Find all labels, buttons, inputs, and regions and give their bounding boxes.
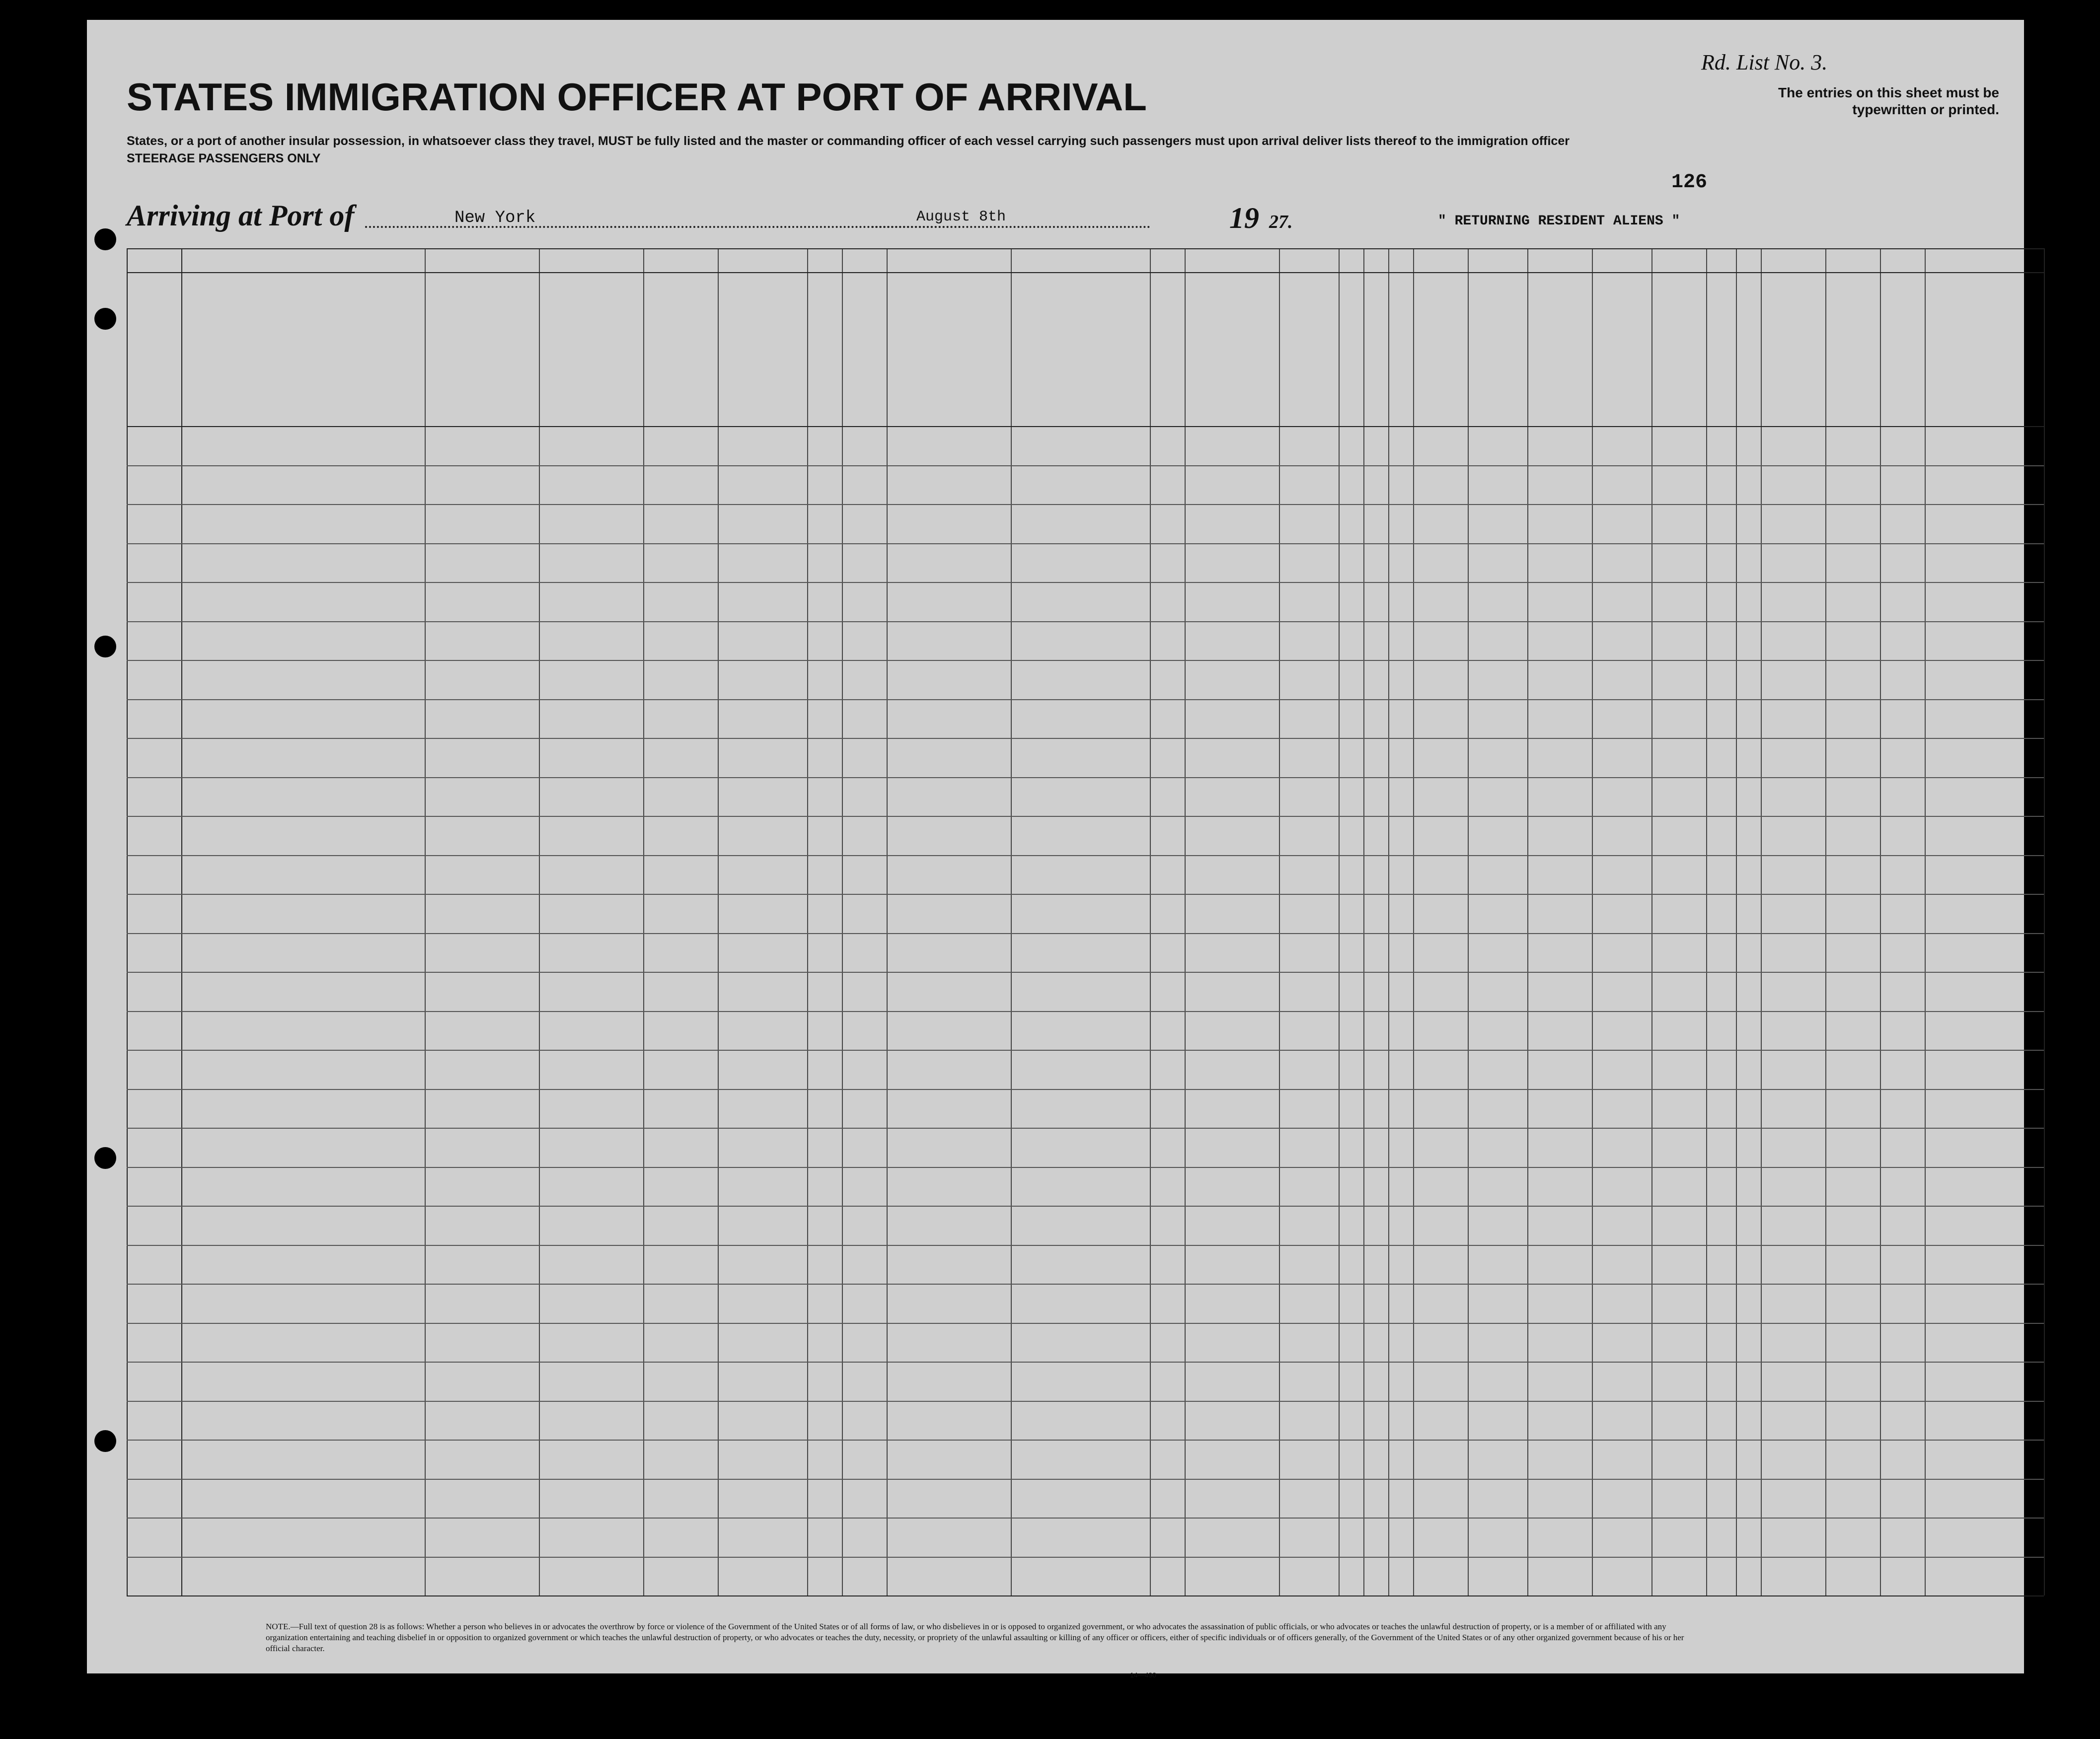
manifest-sheet	[87, 20, 2024, 1679]
column-rule	[1339, 248, 1340, 1595]
port-value: New York	[454, 209, 536, 227]
column-rule	[1880, 248, 1881, 1595]
returning-resident-label: " RETURNING RESIDENT ALIENS "	[1438, 214, 1680, 229]
row-rule	[127, 582, 2044, 583]
sheet-number: 126	[1671, 171, 1708, 194]
punch-hole	[94, 1147, 116, 1169]
intro-text: States, or a port of another insular possession, in whatsoever class they travel, MUST be fully listed and the master or commanding officer of each vessel carrying such passengers must upon arrival deliver lists thereof to the immigration officer	[127, 134, 1570, 148]
row-rule	[127, 543, 2044, 544]
column-rule	[1388, 248, 1389, 1595]
column-rule	[127, 248, 128, 1595]
column-rule	[842, 248, 843, 1595]
list-number: Rd. List No. 3.	[1701, 50, 1828, 74]
row-rule	[127, 1050, 2044, 1051]
column-rule	[1706, 248, 1707, 1595]
column-rule	[1363, 248, 1364, 1595]
column-rule	[718, 248, 719, 1595]
row-rule	[127, 426, 2044, 427]
row-rule	[127, 1479, 2044, 1480]
row-rule	[127, 855, 2044, 856]
punch-hole	[94, 1430, 116, 1452]
row-rule	[127, 894, 2044, 895]
row-rule	[127, 1167, 2044, 1168]
column-rule	[1150, 248, 1151, 1595]
row-rule	[127, 1518, 2044, 1519]
column-rule	[1011, 248, 1012, 1595]
row-rule	[127, 738, 2044, 739]
row-rule	[127, 972, 2044, 973]
row-rule	[127, 933, 2044, 934]
row-rule	[127, 1206, 2044, 1207]
row-rule	[127, 777, 2044, 778]
row-rule	[127, 1323, 2044, 1324]
column-rule	[1592, 248, 1593, 1595]
row-rule	[127, 1128, 2044, 1129]
row-rule	[127, 660, 2044, 661]
column-rule	[1413, 248, 1414, 1595]
punch-hole	[94, 228, 116, 250]
row-rule	[127, 1011, 2044, 1012]
footnote: NOTE.—Full text of question 28 is as follows: Whether a person who believes in or advocates the overthrow by force or violence of the Government of the United States or of all forms of law, or who disbelieves in or is opposed to organized government, or who advocates the assassination of public officials, or who advocates or teaches the unlawful destruction of property, or is a member of or affiliated with any organization entertaining and teaching disbelief in or opposition to organized government or which teaches the unlawful destruction of property, or who advocates or teaches the duty, necessity, or propriety of the unlawful assaulting or killing of any officer or officers, either of specific individuals or of officers generally, of the Government of the United States or of any other organized government because of his or her official character.	[266, 1622, 1684, 1653]
column-rule	[1527, 248, 1528, 1595]
year-prefix: 19	[1229, 202, 1259, 234]
column-rule	[1825, 248, 1826, 1595]
row-rule	[127, 1401, 2044, 1402]
row-rule	[127, 1440, 2044, 1441]
column-rule	[1761, 248, 1762, 1595]
port-label: Arriving at Port of	[127, 199, 355, 232]
row-rule	[127, 1362, 2044, 1363]
row-rule	[127, 1245, 2044, 1246]
column-rule	[887, 248, 888, 1595]
manifest-table	[127, 248, 2044, 1609]
column-rule	[181, 248, 182, 1595]
column-rule	[1468, 248, 1469, 1595]
column-rule	[1651, 248, 1652, 1595]
punch-hole	[94, 636, 116, 657]
row-rule	[127, 816, 2044, 817]
row-rule	[127, 1595, 2044, 1596]
form-number: 14—490	[1130, 1671, 1156, 1679]
row-rule	[127, 248, 2044, 249]
row-rule	[127, 621, 2044, 622]
date-underline	[872, 226, 1150, 228]
row-rule	[127, 504, 2044, 505]
arrival-date: August 8th	[916, 209, 1006, 225]
row-rule	[127, 465, 2044, 466]
column-rule	[1279, 248, 1280, 1595]
row-rule	[127, 699, 2044, 700]
year-suffix: 27.	[1269, 212, 1293, 232]
row-rule	[127, 272, 2044, 273]
column-rule	[1925, 248, 1926, 1595]
page-title: STATES IMMIGRATION OFFICER AT PORT OF ARRIVAL	[127, 75, 1147, 119]
row-rule	[127, 1557, 2044, 1558]
punch-hole	[94, 308, 116, 330]
column-rule	[1736, 248, 1737, 1595]
row-rule	[127, 1089, 2044, 1090]
typewritten-note: The entries on this sheet must be typewritten or printed.	[1778, 85, 1999, 117]
row-rule	[127, 1284, 2044, 1285]
column-rule	[643, 248, 644, 1595]
column-rule	[2044, 248, 2045, 1595]
column-rule	[539, 248, 540, 1595]
column-rule	[425, 248, 426, 1595]
column-rule	[1185, 248, 1186, 1595]
steerage-label: STEERAGE PASSENGERS ONLY	[127, 151, 321, 165]
column-rule	[807, 248, 808, 1595]
